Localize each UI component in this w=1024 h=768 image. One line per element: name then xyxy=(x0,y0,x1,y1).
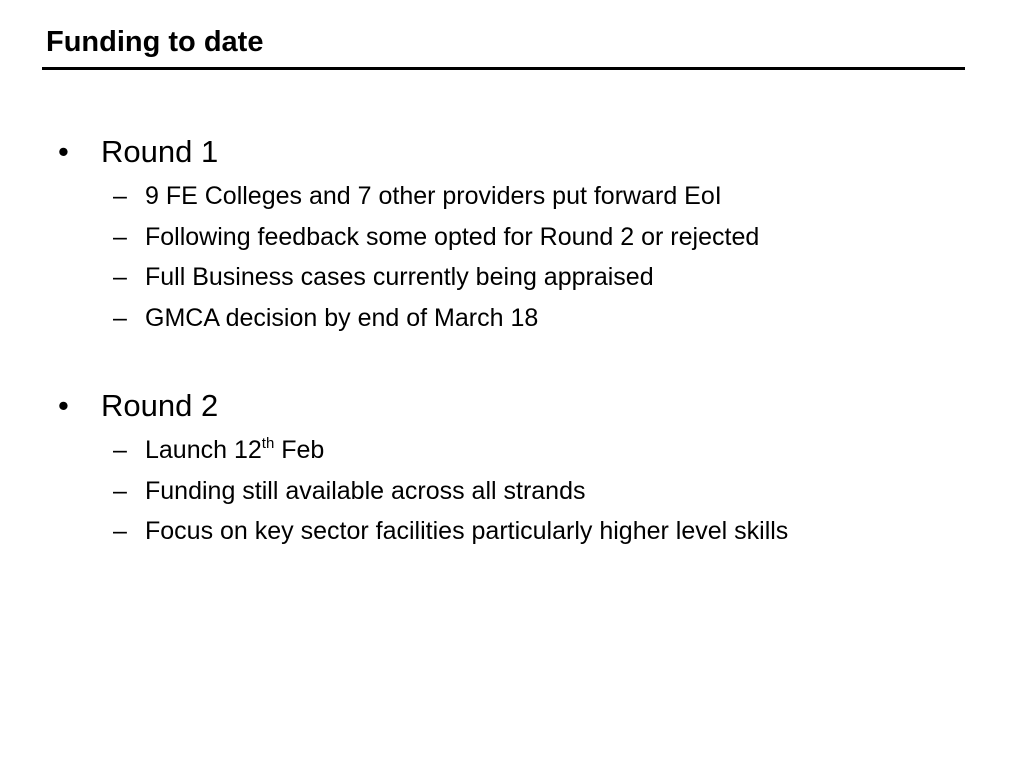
bullet-round-1 xyxy=(58,132,218,172)
dash-icon: – xyxy=(113,223,127,251)
dash-icon: – xyxy=(113,182,127,210)
sub-item xyxy=(113,515,788,547)
sub-item-text: GMCA decision by end of March 18 xyxy=(145,304,539,332)
slide-title: Funding to date xyxy=(46,26,264,58)
dash-icon: – xyxy=(113,436,127,464)
sub-item-text: Following feedback some opted for Round 2 or rejected xyxy=(145,223,760,251)
sub-item xyxy=(113,261,654,293)
sub-item-text: Launch 12 xyxy=(145,436,262,464)
ordinal-suffix: th xyxy=(261,435,275,452)
sub-item xyxy=(113,475,586,507)
sub-item-text: 9 FE Colleges and 7 other providers put forward EoI xyxy=(145,182,722,210)
dash-icon: – xyxy=(113,477,127,505)
bullet-heading: Round 1 xyxy=(101,134,219,169)
sub-item xyxy=(113,221,759,253)
sub-item-text: Full Business cases currently being appraised xyxy=(145,263,654,291)
sub-item xyxy=(113,180,722,212)
bullet-dot-icon: • xyxy=(58,388,69,423)
dash-icon: – xyxy=(113,304,127,332)
bullet-dot-icon: • xyxy=(58,134,69,169)
sub-item-text: Focus on key sector facilities particularly higher level skills xyxy=(145,517,789,545)
sub-item xyxy=(113,302,538,334)
dash-icon: – xyxy=(113,263,127,291)
sub-item-text: Funding still available across all strands xyxy=(145,477,586,505)
sub-item-text-suffix: Feb xyxy=(274,436,325,464)
dash-icon: – xyxy=(113,517,127,545)
sub-item xyxy=(113,434,324,466)
bullet-round-2 xyxy=(58,386,218,426)
bullet-heading: Round 2 xyxy=(101,388,219,423)
